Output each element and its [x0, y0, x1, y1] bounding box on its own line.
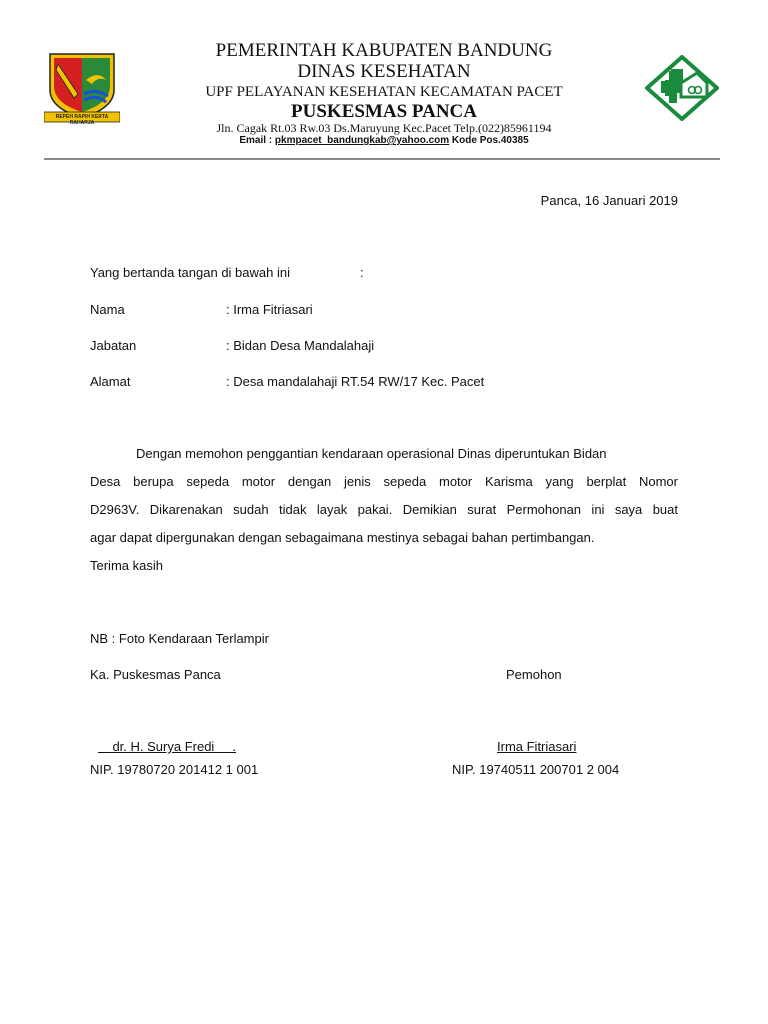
right-signer-title: Pemohon	[506, 667, 562, 682]
header-contact	[0, 135, 768, 147]
header-divider	[44, 158, 720, 160]
body-line-3: D2963V. Dikarenakan sudah tidak layak pakai. Demikian surat Permohonan ini saya buat	[90, 502, 678, 517]
field-label-nama: Nama	[90, 302, 125, 317]
body-line-1: Dengan memohon penggantian kendaraan operasional Dinas diperuntukan Bidan	[136, 446, 607, 461]
field-value-alamat: : Desa mandalahaji RT.54 RW/17 Kec. Pacet	[226, 374, 485, 389]
field-value-jabatan: : Bidan Desa Mandalahaji	[226, 338, 375, 353]
header-line-2: DINAS KESEHATAN	[297, 61, 471, 82]
left-signer-title: Ka. Puskesmas Panca	[90, 667, 221, 682]
field-value-nama: : Irma Fitriasari	[226, 302, 313, 317]
left-signer-name: dr. H. Surya Fredi .	[98, 739, 236, 754]
field-label-alamat: Alamat	[90, 374, 131, 389]
header-line-1: PEMERINTAH KABUPATEN BANDUNG	[215, 40, 553, 61]
puskesmas-logo-icon	[645, 55, 719, 121]
header-line-4: PUSKESMAS PANCA	[291, 101, 477, 122]
intro-colon: :	[360, 265, 364, 280]
letter-date: Panca, 16 Januari 2019	[540, 193, 678, 208]
header-address: Jln. Cagak Rt.03 Rw.03 Ds.Maruyung Kec.Pacet Telp.(022)85961194	[216, 121, 552, 135]
right-signer-name: Irma Fitriasari	[497, 739, 577, 754]
field-label-jabatan: Jabatan	[90, 338, 137, 353]
email-link[interactable]: pkmpacet_bandungkab@yahoo.com	[274, 135, 450, 146]
body-line-4: agar dapat dipergunakan dengan sebagaimana mestinya sebagai bahan pertimbangan.	[90, 530, 595, 545]
closing-text: Terima kasih	[90, 558, 163, 573]
header-line-3: UPF PELAYANAN KESEHATAN KECAMATAN PACET	[205, 84, 563, 100]
right-signer-nip: NIP. 19740511 200701 2 004	[452, 762, 620, 777]
left-signer-nip: NIP. 19780720 201412 1 001	[90, 762, 259, 777]
attachment-note: NB : Foto Kendaraan Terlampir	[90, 631, 269, 646]
postal-code: Kode Pos.40385	[449, 135, 529, 146]
body-line-2: Desa berupa sepeda motor dengan jenis sepeda motor Karisma yang berplat Nomor	[90, 474, 678, 489]
email-label: Email :	[239, 135, 275, 146]
intro-text: Yang bertanda tangan di bawah ini	[90, 265, 290, 280]
emblem-motto: REPEH RAPIH KERTA RAHARJA	[55, 114, 109, 126]
